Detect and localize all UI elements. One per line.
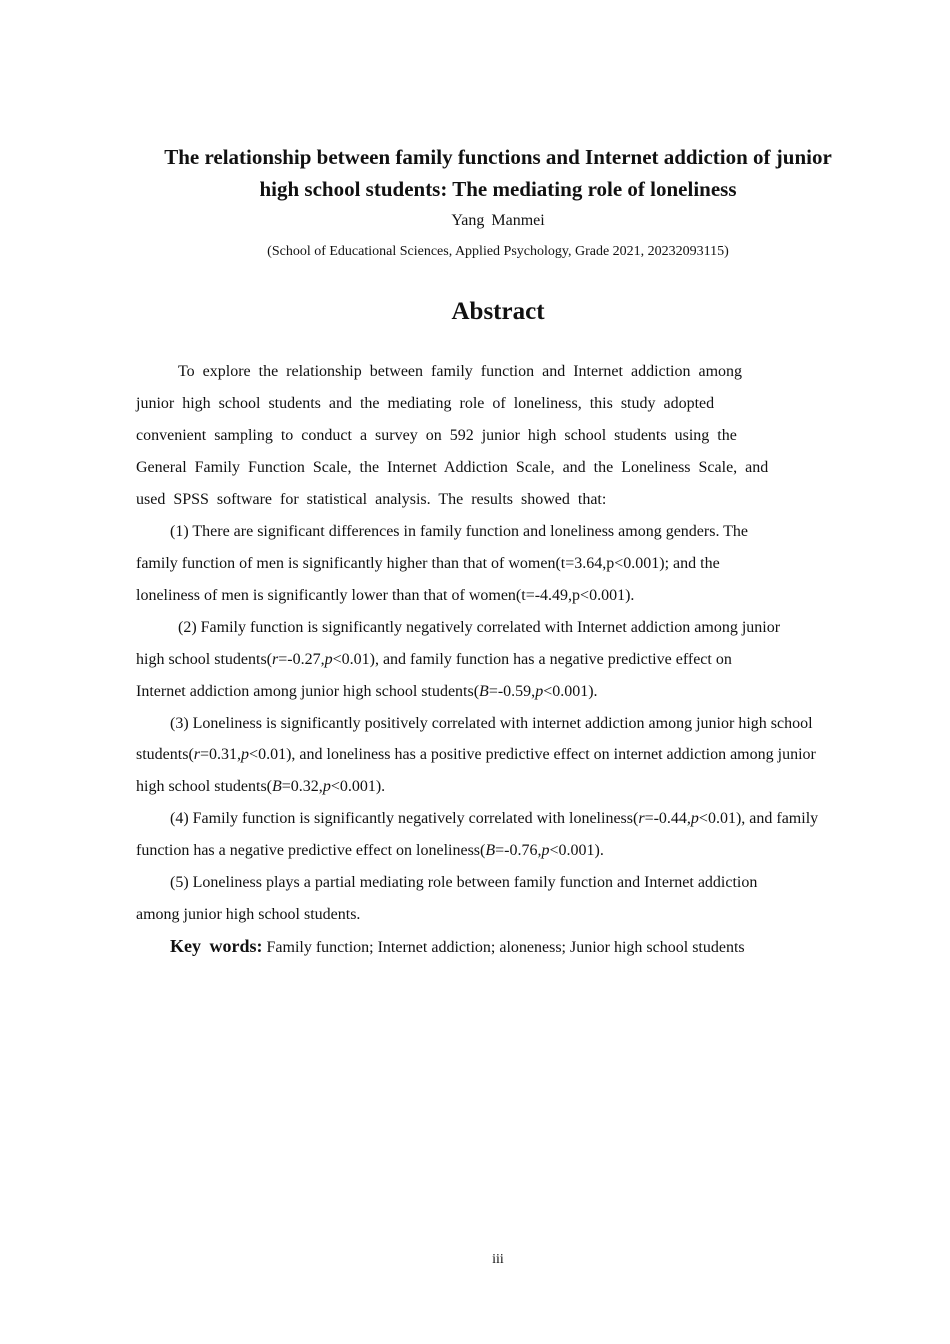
abstract-intro-line: used SPSS software for statistical analysis. The results showed that: — [136, 491, 607, 508]
paper-title — [136, 141, 860, 205]
finding-5-line: (5) Loneliness plays a partial mediating role between family function and Internet addiction — [170, 874, 758, 891]
finding-1-line: loneliness of men is significantly lower than that of women(t=-4.49,p<0.001). — [136, 587, 635, 604]
finding-5-line: among junior high school students. — [136, 906, 361, 923]
finding-2-line: Internet addiction among junior high school students(B=-0.59,p<0.001). — [136, 683, 598, 700]
abstract-intro-line: To explore the relationship between family function and Internet addiction among — [178, 363, 743, 380]
title-line-1: The relationship between family functions and Internet addiction of junior — [164, 145, 832, 169]
abstract-intro-line: junior high school students and the mediating role of loneliness, this study adopted — [136, 395, 715, 412]
keywords-line — [170, 936, 745, 958]
abstract-heading: Abstract — [451, 298, 545, 325]
finding-3-line: (3) Loneliness is significantly positively correlated with internet addiction among junior high school — [170, 715, 813, 732]
abstract-intro-line: General Family Function Scale, the Internet Addiction Scale, and the Loneliness Scale, and — [136, 459, 769, 476]
finding-4-line: function has a negative predictive effect on loneliness(B=-0.76,p<0.001). — [136, 842, 604, 859]
finding-3-line: students(r=0.31,p<0.01), and loneliness has a positive predictive effect on internet addiction among junior — [136, 746, 816, 763]
finding-2-line: (2) Family function is significantly negatively correlated with Internet addiction among junior — [178, 619, 781, 636]
finding-1-line: (1) There are significant differences in family function and loneliness among genders. The — [170, 523, 749, 540]
author-affiliation: (School of Educational Sciences, Applied Psychology, Grade 2021, 20232093115) — [267, 244, 729, 259]
finding-4-line: (4) Family function is significantly negatively correlated with loneliness(r=-0.44,p<0.01), and family — [170, 810, 819, 827]
finding-2-line: high school students(r=-0.27,p<0.01), and family function has a negative predictive effect on — [136, 651, 732, 668]
title-line-2: high school students: The mediating role of loneliness — [259, 177, 737, 201]
keywords-label: Key words: — [170, 936, 263, 956]
finding-1-line: family function of men is significantly higher than that of women(t=3.64,p<0.001); and the — [136, 555, 720, 572]
keywords-text: Family function; Internet addiction; aloneness; Junior high school students — [262, 939, 745, 956]
abstract-intro-line: convenient sampling to conduct a survey on 592 junior high school students using the — [136, 427, 737, 444]
finding-3-line: high school students(B=0.32,p<0.001). — [136, 778, 386, 795]
author-name: Yang Manmei — [451, 212, 545, 229]
page-number: iii — [492, 1252, 504, 1267]
